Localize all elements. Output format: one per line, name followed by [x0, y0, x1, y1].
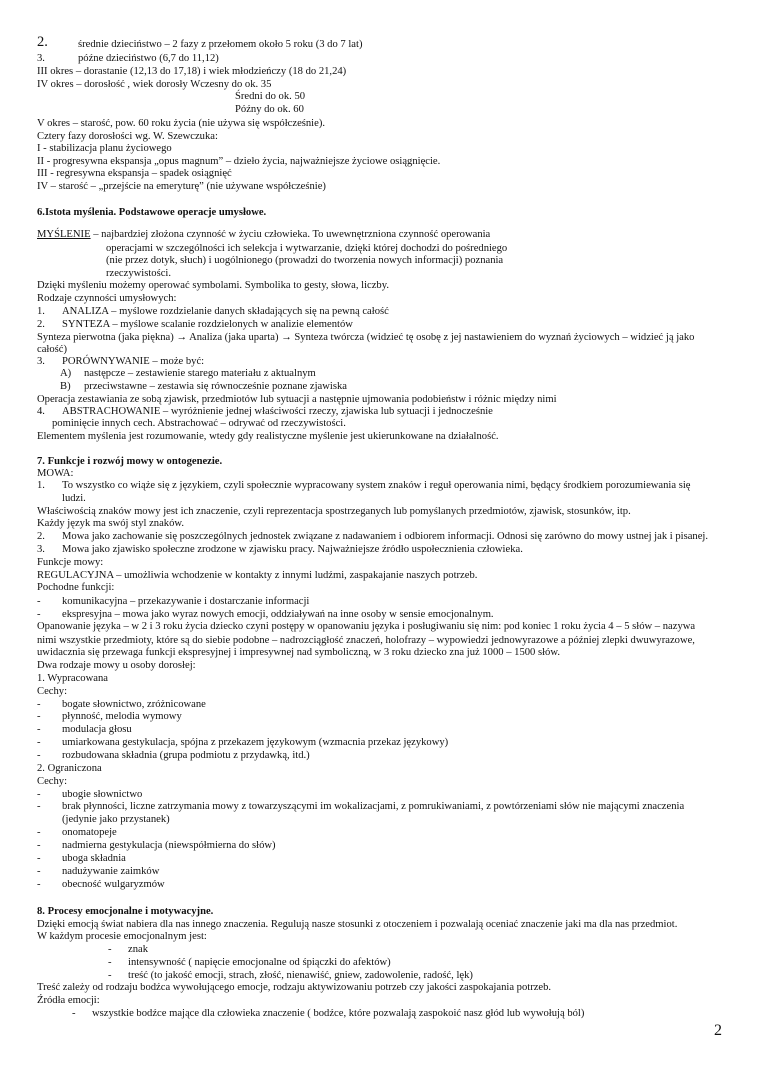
- text-line: I - stabilizacja planu życiowego: [37, 143, 172, 154]
- text-line: późne dzieciństwo (6,7 do 11,12): [78, 53, 219, 64]
- text-line: Średni do ok. 50: [235, 91, 306, 102]
- bullet-marker: -: [37, 789, 41, 800]
- text-line: ubogie słownictwo: [62, 789, 143, 800]
- text-line: uwidacznia się przewaga funkcji ekspresyjnej i impresywnej nad symboliczną, w 3 roku dziecko zna już 1000 – 1500 słów.: [37, 647, 560, 658]
- text-line: Funkcje mowy:: [37, 557, 104, 568]
- text-line: Synteza pierwotna (jaka piękna) → Analiza (jaka uparta) → Synteza twórcza (widzieć tę osobę z jej nastawieniem do wyznań życiowych – widzieć ją jako: [37, 332, 695, 343]
- text-line: Operacja zestawiania ze sobą zjawisk, przedmiotów lub sytuacji a następnie ujmowania podobieństw i różnic między nimi: [37, 394, 557, 405]
- text-line: Pochodne funkcji:: [37, 582, 115, 593]
- num-marker: 2.: [37, 531, 45, 542]
- bullet-marker: -: [37, 699, 41, 710]
- text-line: W każdym procesie emocjonalnym jest:: [37, 931, 207, 942]
- text-line: onomatopeje: [62, 827, 117, 838]
- text-line: wszystkie bodźce mające dla człowieka znaczenie ( bodźce, które pozwalają zaspokoić nasz głód lub wywołują ból): [92, 1008, 585, 1019]
- definition-line: [37, 229, 490, 242]
- num-marker: 3.: [37, 53, 45, 64]
- text-line: Dzięki emocją świat nabiera dla nas innego znaczenia. Regulują nasze stosunki z otoczeniem i pozwalają oceniać znaczenie jaki ma dla nas przedmiot.: [37, 919, 678, 930]
- text-line: MOWA:: [37, 468, 74, 479]
- page-number: 2: [714, 1022, 722, 1039]
- text-line: Elementem myślenia jest rozumowanie, wtedy gdy realistyczne myślenie jest ukierunkowane na działalność.: [37, 431, 499, 442]
- bullet-marker: -: [72, 1008, 76, 1019]
- text-line: pominięcie innych cech. Abstrachować – odrywać od rzeczywistości.: [52, 418, 346, 429]
- num-marker: 1.: [37, 480, 45, 491]
- section-heading: 7. Funkcje i rozwój mowy w ontogenezie.: [37, 456, 223, 467]
- text-line: modulacja głosu: [62, 724, 132, 735]
- bullet-marker: -: [37, 827, 41, 838]
- text-line: nimi wszystkie przedmioty, które są do siebie podobne – nadrozciągłość znaczeń, holofrazy – wypowiedzi jednowyrazowe a później zlepki dwuwyrazowe,: [37, 635, 695, 646]
- num-marker: 1.: [37, 306, 45, 317]
- bullet-marker: -: [37, 609, 41, 620]
- text-line: V okres – starość, pow. 60 roku życia (nie używa się współcześnie).: [37, 118, 326, 129]
- text-line: średnie dzieciństwo – 2 fazy z przełomem około 5 roku (3 do 7 lat): [78, 39, 363, 50]
- text-line: bogate słownictwo, zróżnicowane: [62, 699, 206, 710]
- text-line: PORÓWNYWANIE – może być:: [62, 356, 205, 367]
- bullet-marker: -: [37, 853, 41, 864]
- text-line: intensywność ( napięcie emocjonalne od śpiączki do afektów): [128, 957, 391, 968]
- text-line: Właściwością znaków mowy jest ich znaczenie, czyli reprezentacja spostrzeganych lub pomyślanych przedmiotów, zjawisk, stosunków, itp.: [37, 506, 631, 517]
- bullet-marker: -: [37, 750, 41, 761]
- text-line: To wszystko co wiąże się z językiem, czyli społecznie wypracowany system znaków i reguł operowania nimi, będący środkiem porozumiewania się: [62, 480, 691, 491]
- text-line: Mowa jako zjawisko społeczne zrodzone w zjawisku pracy. Najważniejsze źródło uspołecznienia człowieka.: [62, 544, 523, 555]
- bullet-marker: -: [37, 711, 41, 722]
- text-line: operacjami w szczególności ich selekcja i wytwarzanie, dzięki której dochodzi do pośredniego: [106, 243, 508, 254]
- text-line: 1. Wypracowana: [37, 673, 108, 684]
- text-line: Opanowanie języka – w 2 i 3 roku życia dziecko czyni postępy w opanowaniu języka i posługiwaniu się nim: pod koniec 1 roku życia 4 – 5 słów – nazywa: [37, 621, 696, 632]
- text-line: Każdy język ma swój styl znaków.: [37, 518, 184, 529]
- text-line: III okres – dorastanie (12,13 do 17,18) i wiek młodzieńczy (18 do 21,24): [37, 66, 347, 77]
- text-line: Źródła emocji:: [37, 995, 100, 1006]
- num-marker: 3.: [37, 356, 45, 367]
- text-line: ANALIZA – myślowe rozdzielanie danych składających się na pewną całość: [62, 306, 389, 317]
- num-marker: A): [60, 368, 72, 379]
- bullet-marker: -: [37, 737, 41, 748]
- text-line: (nie przez dotyk, słuch) i uogólnionego (prowadzi do tworzenia nowych informacji) poznania: [106, 255, 504, 266]
- bullet-marker: -: [37, 866, 41, 877]
- text-line: następcze – zestawienie starego materiału z aktualnym: [84, 368, 316, 379]
- text-line: znak: [128, 944, 148, 955]
- text-line: Rodzaje czynności umysłowych:: [37, 293, 177, 304]
- num-marker: 4.: [37, 406, 45, 417]
- text-line: Cechy:: [37, 686, 68, 697]
- text-line: ekspresyjna – mowa jako wyraz nowych emocji, oddziaływań na inne osoby w sensie emocjonalnym.: [62, 609, 494, 620]
- bullet-marker: -: [108, 970, 112, 981]
- text-line: treść (to jakość emocji, strach, złość, nienawiść, gniew, zadowolenie, radość, lęk): [128, 970, 473, 981]
- section-heading: 8. Procesy emocjonalne i motywacyjne.: [37, 906, 214, 917]
- text-line: ludzi.: [62, 493, 86, 504]
- text-line: Dwa rodzaje mowy u osoby dorosłej:: [37, 660, 196, 671]
- text-line: III - regresywna ekspansja – spadek osiągnięć: [37, 168, 232, 179]
- text-line: Dzięki myśleniu możemy operować symbolami. Symbolika to gesty, słowa, liczby.: [37, 280, 389, 291]
- text-line: II - progresywna ekspansja „opus magnum” – dzieło życia, najważniejsze życiowe osiągnięcie.: [37, 156, 441, 167]
- definition-text: – najbardziej złożona czynność w życiu człowieka. To uwewnętrzniona czynność operowania: [90, 229, 491, 240]
- text-line: 2. Ograniczona: [37, 763, 102, 774]
- text-line: umiarkowana gestykulacja, spójna z przekazem językowym (wzmacnia przekaz językowy): [62, 737, 449, 748]
- text-line: Późny do ok. 60: [235, 104, 304, 115]
- text-line: obecność wulgaryzmów: [62, 879, 165, 890]
- text-line: płynność, melodia wymowy: [62, 711, 182, 722]
- num-marker: B): [60, 381, 71, 392]
- num-marker: 2.: [37, 34, 48, 50]
- bullet-marker: -: [37, 724, 41, 735]
- text-line: Treść zależy od rodzaju bodźca wywołującego emocje, rodzaju aktywizowaniu potrzeb czy jakości zaspokajania potrzeb.: [37, 982, 552, 993]
- text-line: rzeczywistości.: [106, 268, 172, 279]
- defined-term: MYŚLENIE: [37, 229, 91, 240]
- text-line: Mowa jako zachowanie się poszczególnych jednostek związane z nadawaniem i odbiorem informacji. Odnosi się zarówno do mowy ustnej jak i pisanej.: [62, 531, 709, 542]
- bullet-marker: -: [37, 879, 41, 890]
- text-line: rozbudowana składnia (grupa podmiotu z przydawką, itd.): [62, 750, 310, 761]
- num-marker: 2.: [37, 319, 45, 330]
- num-marker: 3.: [37, 544, 45, 555]
- text-line: całość): [37, 344, 67, 355]
- text-line: IV – starość – „przejście na emeryturę” (nie używane współcześnie): [37, 181, 326, 192]
- text-line: SYNTEZA – myślowe scalanie rozdzielonych w analizie elementów: [62, 319, 353, 330]
- section-heading: 6.Istota myślenia. Podstawowe operacje umysłowe.: [37, 207, 267, 218]
- text-line: nadużywanie zaimków: [62, 866, 160, 877]
- text-line: REGULACYJNA – umożliwia wchodzenie w kontakty z innymi ludźmi, zaspakajanie naszych potrzeb.: [37, 570, 478, 581]
- bullet-marker: -: [37, 840, 41, 851]
- text-line: komunikacyjna – przekazywanie i dostarczanie informacji: [62, 596, 310, 607]
- bullet-marker: -: [37, 801, 41, 812]
- text-line: Cztery fazy dorosłości wg. W. Szewczuka:: [37, 131, 218, 142]
- text-line: przeciwstawne – zestawia się równocześnie poznane zjawiska: [84, 381, 347, 392]
- text-line: uboga składnia: [62, 853, 126, 864]
- text-line: nadmierna gestykulacja (niewspółmierna do słów): [62, 840, 276, 851]
- text-line: ABSTRACHOWANIE – wyróżnienie jednej właściwości rzeczy, zjawiska lub sytuacji i jednocześnie: [62, 406, 493, 417]
- bullet-marker: -: [108, 944, 112, 955]
- text-line: IV okres – dorosłość , wiek dorosły Wczesny do ok. 35: [37, 79, 272, 90]
- bullet-marker: -: [37, 596, 41, 607]
- text-line: Cechy:: [37, 776, 68, 787]
- text-line: (jedynie jako przystanek): [62, 814, 170, 825]
- text-line: brak płynności, liczne zatrzymania mowy z towarzyszącymi im wokalizacjami, z pomrukiwaniami, z powtórzeniami słów nie mającymi znaczenia: [62, 801, 685, 812]
- bullet-marker: -: [108, 957, 112, 968]
